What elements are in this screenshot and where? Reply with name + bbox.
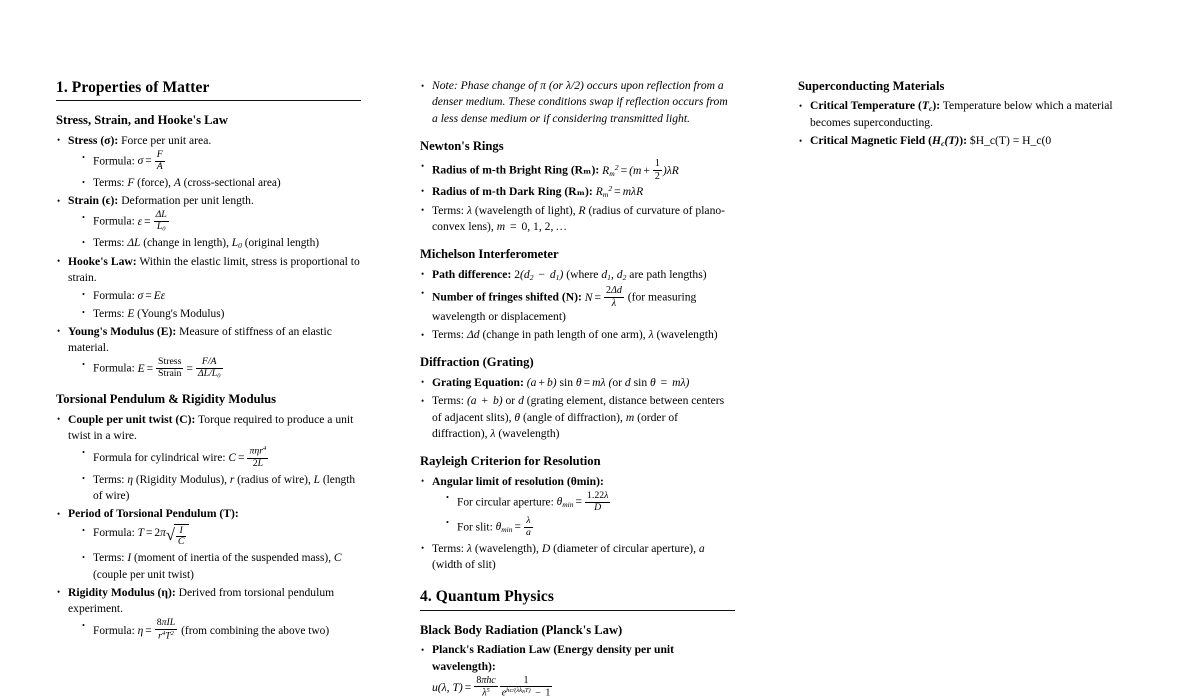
formula-plancks-radiation-law: u(λ, T) = $\frac{\text{8πhc}}{\lambda^5}$ $\frac{1}{e^{hc/(\lambda k_BT)} - 1}$ xyxy=(432,674,551,699)
nested-list xyxy=(82,445,361,504)
term-label: Young's Modulus (E): xyxy=(68,324,177,338)
list-item xyxy=(420,184,735,201)
list-item xyxy=(420,474,735,539)
planck-law-label: • Planck's Radiation Law (Energy density per unit wavelength): xyxy=(432,643,674,673)
terms-label: Terms: xyxy=(93,177,125,190)
formula-slit-resolution: $\theta_{min}$ = $\frac{\lambda}{a}$ xyxy=(495,514,531,538)
list-item: • Grating Equation: (a + b) sin θ = mλ (or d sin θ = mλ) xyxy=(420,375,735,391)
nested-list xyxy=(82,618,361,642)
list-item xyxy=(420,158,735,181)
formula-label: For slit: xyxy=(457,521,493,534)
list-item xyxy=(82,210,361,233)
formula-label: Formula: xyxy=(93,362,135,375)
formula-bright-ring: $R_m^2 = (m$ + $\frac{1}{2}$ )λR xyxy=(602,158,679,182)
list-item: • Terms: (a + b) or d (grating element, distance between centers of adjacent slits), θ (angle of diffraction), m (order of diffraction), λ (wavelength) xyxy=(420,393,735,442)
list-note xyxy=(420,78,735,127)
formula-rigidity-modulus: η = $\frac{\text{8πIL}}{r^4T^2}$ xyxy=(137,617,176,642)
section-heading-properties-of-matter: 1. Properties of Matter xyxy=(56,79,210,96)
list-item xyxy=(82,288,361,304)
term-label: Radius of m-th Bright Ring (Rₘ): xyxy=(432,163,600,177)
terms-label: Terms: xyxy=(432,328,465,342)
terms-label: Terms: xyxy=(93,473,125,486)
list-superconducting xyxy=(798,98,1120,150)
list-diffraction xyxy=(420,375,735,442)
section-divider-rule xyxy=(56,100,361,101)
term-text: Force per unit area. xyxy=(121,133,212,147)
list-item: • Terms: I (moment of inertia of the suspended mass), C (couple per unit twist) xyxy=(82,550,361,582)
list-item xyxy=(420,642,735,699)
formula-couple-per-unit-twist: C = $\frac{\pi\eta r^4}{2L}$ xyxy=(228,445,267,469)
list-item: • Terms: λ (wavelength of light), R (radius of curvature of plano-convex lens), m = 0, 1, 2, … xyxy=(420,203,735,236)
list-item xyxy=(82,523,361,548)
list-stress-strain xyxy=(56,133,361,381)
formula-label: For circular aperture: xyxy=(457,496,554,509)
list-item: • Terms: E (Young's Modulus) xyxy=(82,306,361,322)
list-item xyxy=(56,506,361,583)
term-label: Couple per unit twist (C): xyxy=(68,412,196,426)
list-item xyxy=(420,78,735,127)
terms-label: Terms: xyxy=(432,541,465,555)
formula-label: Formula for cylindrical wire: xyxy=(93,452,226,465)
list-item xyxy=(56,133,361,191)
list-item xyxy=(446,491,735,514)
formula-circular-aperture: $\theta_{min}$ = $\frac{1.22\lambda}{D}$ xyxy=(556,489,609,513)
list-item: • Terms: Δd (change in path length of one arm), λ (wavelength) xyxy=(420,327,735,343)
term-label: Path difference: xyxy=(432,267,512,281)
list-item xyxy=(446,516,735,539)
list-michelson xyxy=(420,267,735,344)
term-text: $H_c(T) = H_c(0 xyxy=(969,134,1052,148)
term-text: Torque required to produce a unit twist in a wire. xyxy=(68,412,354,443)
list-item xyxy=(56,193,361,252)
nested-list xyxy=(82,210,361,252)
formula-stress: σ = $\frac{F}{A}$ xyxy=(137,149,163,173)
list-black-body xyxy=(420,642,735,699)
list-item: • Terms: λ (wavelength), D (diameter of circular aperture), a (width of slit) xyxy=(420,541,735,574)
term-label: Stress (σ): xyxy=(68,133,119,147)
list-item xyxy=(82,150,361,173)
nested-list xyxy=(446,491,735,539)
term-label: Grating Equation: xyxy=(432,375,524,389)
list-item xyxy=(56,324,361,381)
terms-label: Terms: xyxy=(93,307,125,320)
subsection-heading-torsional-pendulum: Torsional Pendulum & Rigidity Modulus xyxy=(56,392,276,407)
list-item: • Terms: F (force), A (cross-sectional area) xyxy=(82,175,361,191)
nested-list xyxy=(82,150,361,191)
term-label: Rigidity Modulus (η): xyxy=(68,585,176,599)
formula-suffix: (for measuring wavelength or displacement) xyxy=(432,290,697,323)
term-text: Within the elastic limit, stress is proportional to strain. xyxy=(68,254,360,285)
formula-grating-equation: (a + b) sin θ = mλ xyxy=(526,375,606,389)
subsection-heading-rayleigh-criterion: Rayleigh Criterion for Resolution xyxy=(420,454,601,469)
subsection-heading-michelson-interferometer: Michelson Interferometer xyxy=(420,247,559,262)
term-text: Deformation per unit length. xyxy=(121,194,254,208)
subsection-heading-newtons-rings: Newton's Rings xyxy=(420,139,504,154)
nested-list xyxy=(82,523,361,582)
nested-list xyxy=(82,288,361,322)
subsection-heading-diffraction-grating: Diffraction (Grating) xyxy=(420,355,534,370)
list-item xyxy=(82,357,361,380)
formula-dark-ring: $R_m^2 = m\lambda R$ xyxy=(595,183,644,199)
term-label: Strain (ϵ): xyxy=(68,194,119,208)
list-rayleigh xyxy=(420,474,735,574)
term-text: Derived from torsional pendulum experiment. xyxy=(68,585,335,615)
term-label: Hooke's Law: xyxy=(68,254,137,268)
list-item xyxy=(82,445,361,469)
term-text: Measure of stiffness of an elastic material. xyxy=(68,324,332,355)
terms-label: Terms: xyxy=(432,203,465,217)
terms-label: Terms: xyxy=(93,237,125,250)
formula-hookes-law: σ = Eε xyxy=(137,289,166,302)
left-column xyxy=(0,78,370,642)
nested-list xyxy=(82,357,361,380)
subsection-heading-superconducting-materials: Superconducting Materials xyxy=(798,79,945,93)
list-item xyxy=(420,285,735,325)
list-item xyxy=(56,254,361,322)
subsection-heading-black-body-radiation: Black Body Radiation (Planck's Law) xyxy=(420,622,623,637)
right-column xyxy=(740,78,1140,626)
formula-label: Formula: xyxy=(93,527,135,540)
list-torsional-pendulum xyxy=(56,412,361,643)
note-text: Note: Phase change of π (or λ/2) occurs upon reflection from a denser medium. These conditions swap if reflection occurs from a less dense medium or if considering transmitted light. xyxy=(432,79,728,125)
formula-path-difference: $2(d_2 - d_1)$ xyxy=(514,267,564,282)
list-item xyxy=(798,98,1120,131)
list-newtons-rings xyxy=(420,158,735,235)
term-label: Angular limit of resolution (θmin): xyxy=(432,474,604,488)
term-label: Critical Magnetic Field $(H_c(T))$: xyxy=(810,134,968,149)
term-label: Period of Torsional Pendulum (T): xyxy=(68,507,239,521)
terms-label: Terms: xyxy=(432,394,465,408)
list-item: • Terms: η (Rigidity Modulus), r (radius of wire), L (length of wire) xyxy=(82,472,361,504)
list-item: • Terms: ΔL (change in length), $L_0$ (original length) xyxy=(82,235,361,252)
formula-suffix: (from combining the above two) xyxy=(181,625,330,638)
term-text: Temperature below which a material becomes superconducting. xyxy=(810,99,1113,130)
term-label: Radius of m-th Dark Ring (Rₘ): xyxy=(432,184,593,198)
list-item xyxy=(56,585,361,643)
subsection-heading-stress-strain-hookes-law: Stress, Strain, and Hooke's Law xyxy=(56,113,228,128)
list-item xyxy=(82,618,361,642)
middle-column xyxy=(370,78,740,699)
section-heading-quantum-physics: 4. Quantum Physics xyxy=(420,588,555,606)
formula-strain: ε = $\frac{\Delta L}{L_0}$ xyxy=(137,209,167,234)
section-divider-rule xyxy=(420,610,735,611)
list-item xyxy=(798,133,1120,150)
term-label: Critical Temperature $(T_c)$: xyxy=(810,99,941,114)
formula-label: Formula: xyxy=(93,215,135,228)
list-item xyxy=(56,412,361,504)
formula-label: Formula: xyxy=(93,155,135,168)
three-column-layout xyxy=(0,78,1191,699)
formula-torsional-period: T = 2π√ $\frac{I}{C}$ xyxy=(138,527,190,539)
term-label: Number of fringes shifted (N): xyxy=(432,290,582,304)
formula-youngs-modulus: E = $\frac{\text{Stress}}{\text{Strain}}$ = $\frac{F/A}{\Delta L/L_0}$ xyxy=(137,356,221,381)
formula-fringes-shifted: N = $\frac{2\Delta d}{\lambda}$ xyxy=(584,285,622,309)
formula-label: Formula: xyxy=(93,289,135,302)
terms-label: Terms: xyxy=(93,552,125,565)
list-item: • Path difference: $2(d_2 - d_1)$ (where $d_1$, $d_2$ are path lengths) xyxy=(420,267,735,284)
formula-label: Formula: xyxy=(93,625,135,638)
